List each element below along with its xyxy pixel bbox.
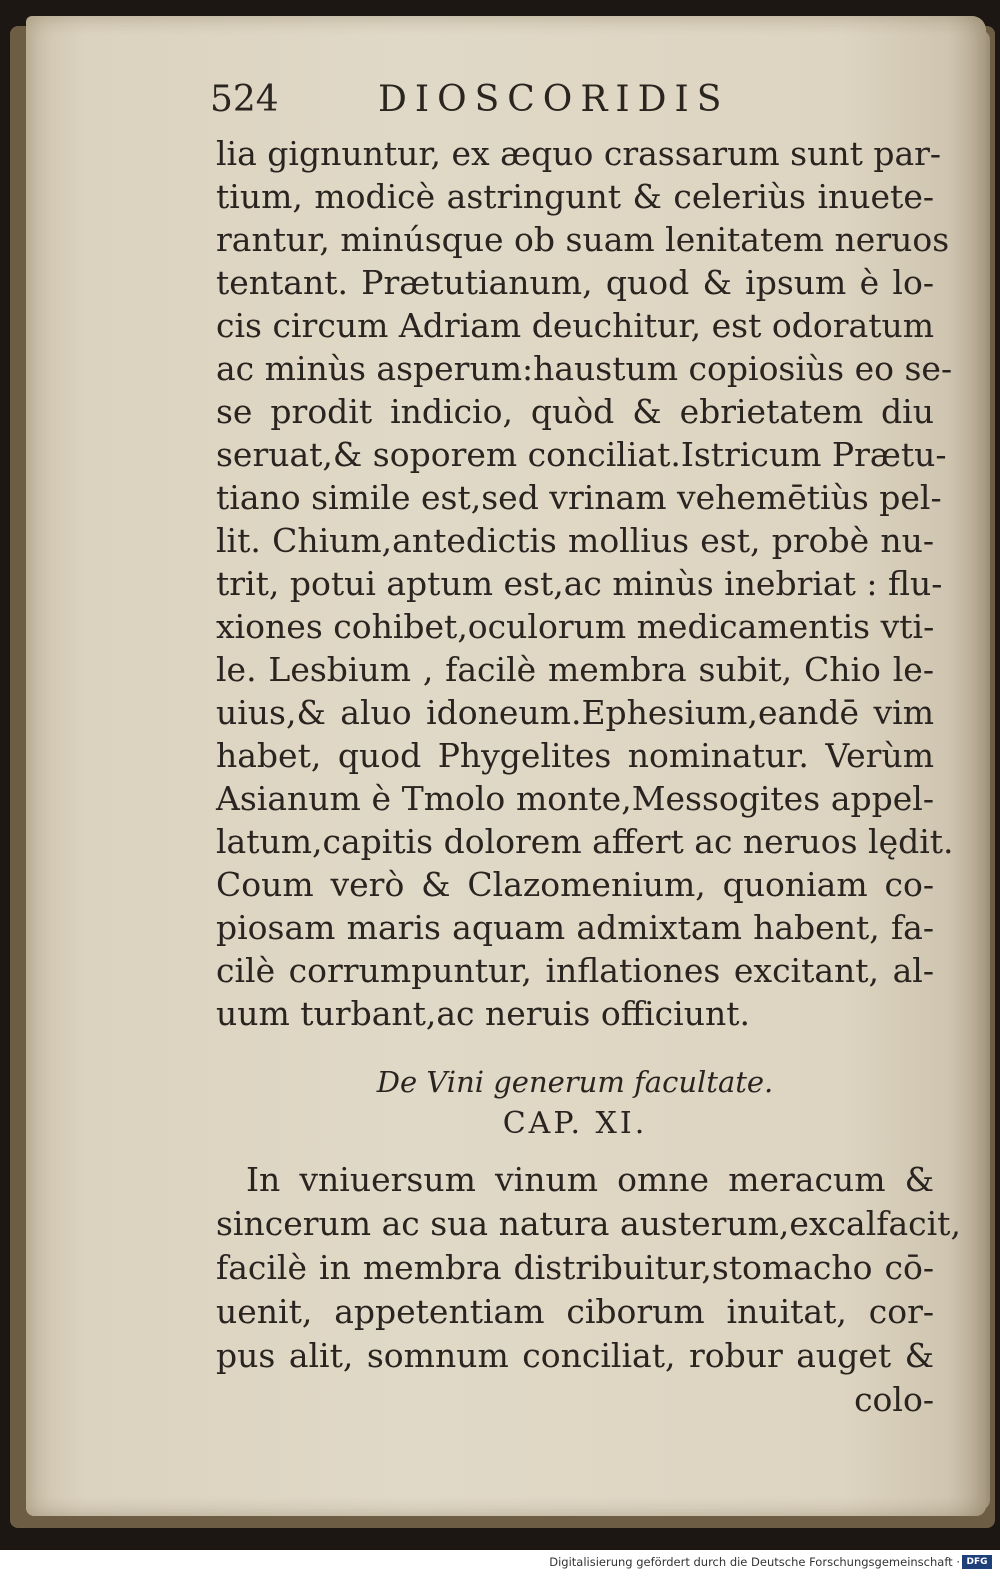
running-head [210,72,950,132]
page-number: 524 [210,79,279,120]
text-line: ac minùs asperum:haustum copiosiùs eo se- [216,349,953,388]
text-line: se prodit indicio, quòd & ebrietatem diu [216,392,934,431]
catchword: colo- [854,1380,934,1419]
text-line: cis circum Adriam deuchitur, est odoratum [216,306,934,345]
text-line: cilè corrumpuntur, inflationes excitant, al- [216,951,934,990]
text-line: xiones cohibet,oculorum medicamentis vti- [216,607,935,646]
text-line: tium, modicè astringunt & celeriùs inuete- [216,177,934,216]
text-line: pus alit, somnum conciliat, robur auget & [216,1336,934,1375]
dfg-logo-icon: DFG [962,1555,992,1569]
digitization-credit: Digitalisierung gefördert durch die Deutsche Forschungsgemeinschaft · [549,1555,960,1569]
text-line: tentant. Prætutianum, quod & ipsum è lo- [216,263,934,302]
text-line: facilè in membra distribuitur,stomacho cō- [216,1248,934,1287]
text-line: habet, quod Phygelites nominatur. Verùm [216,736,934,775]
text-line: In vniuersum vinum omne meracum & [246,1160,934,1199]
text-line: le. Lesbium , facilè membra subit, Chio le- [216,650,934,689]
chapter-text-block [216,1158,961,1422]
running-head-title: DIOSCORIDIS [378,79,730,120]
text-line: Coum verò & Clazomenium, quoniam co- [216,865,934,904]
text-line: seruat,& soporem conciliat.Istricum Prætu- [216,435,947,474]
main-text-block [216,132,954,1035]
text-line: uius,& aluo idoneum.Ephesium,eandē vim [216,693,934,732]
chapter-title: De Vini generum facultate. [376,1065,774,1099]
text-line: sincerum ac sua natura austerum,excalfacit, [216,1204,961,1243]
text-line: Asianum è Tmolo monte,Messogites appel- [216,779,934,818]
text-line: uum turbant,ac neruis officiunt. [216,994,750,1033]
text-line: lia gignuntur, ex æquo crassarum sunt par- [216,134,942,173]
text-line: latum,capitis dolorem affert ac neruos lędit. [216,822,954,861]
text-line: uenit, appetentiam ciborum inuitat, cor- [216,1292,934,1331]
text-line: piosam maris aquam admixtam habent, fa- [216,908,934,947]
chapter-number: CAP. XI. [502,1106,648,1141]
text-line: tiano simile est,sed vrinam vehemētiùs pel- [216,478,942,517]
text-line: lit. Chium,antedictis mollius est, probè nu- [216,521,934,560]
text-line: trit, potui aptum est,ac minùs inebriat : flu- [216,564,943,603]
text-line: rantur, minúsque ob suam lenitatem neruos [216,220,950,259]
